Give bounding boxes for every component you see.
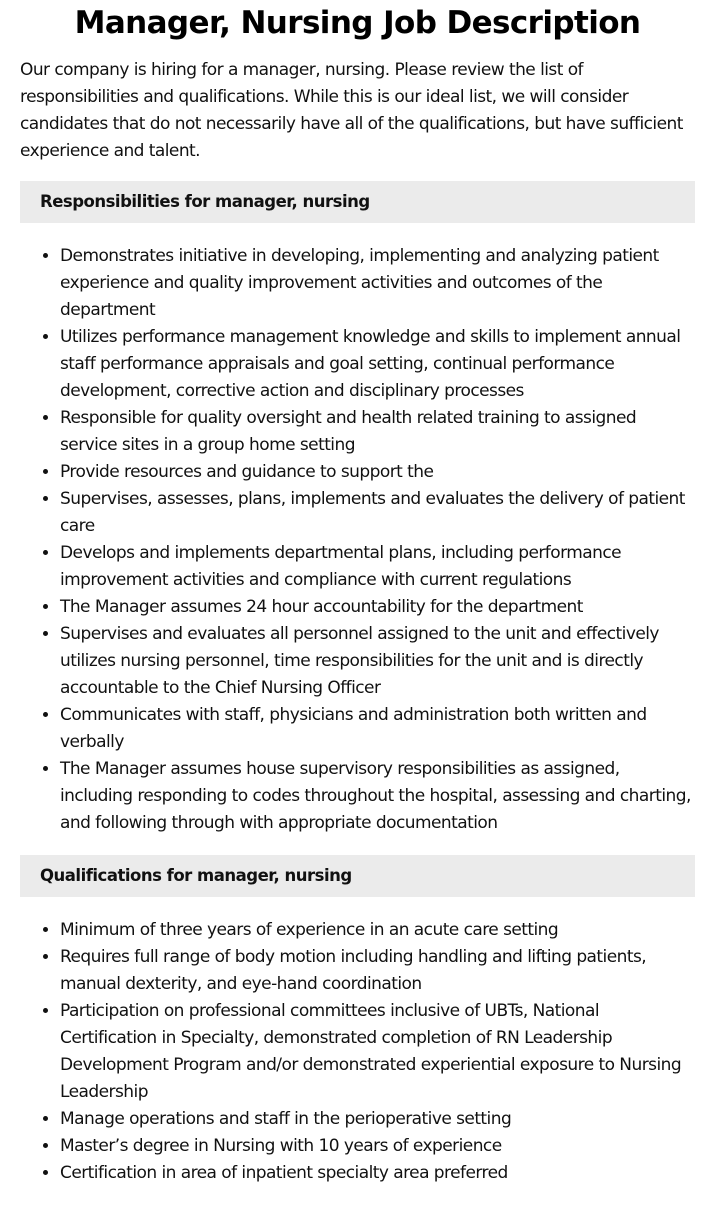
list-item: • Certification in area of inpatient specialty area preferred (60, 1160, 695, 1187)
list-item: • The Manager assumes 24 hour accountability for the department (60, 594, 695, 621)
list-item: • Develops and implements departmental plans, including performance improvement activities and compliance with current regulations (60, 540, 695, 594)
list-item: • Communicates with staff, physicians and administration both written and verbally (60, 702, 695, 756)
list-item: • Responsible for quality oversight and health related training to assigned service sites in a group home setting (60, 405, 695, 459)
list-item: • Supervises, assesses, plans, implements and evaluates the delivery of patient care (60, 486, 695, 540)
list-item: • The Manager assumes house supervisory responsibilities as assigned, including responding to codes throughout the hospital, assessing and charting, and following through with appropriate documentation (60, 756, 695, 837)
page-title: Manager, Nursing Job Description (74, 5, 641, 41)
list-item: • Master’s degree in Nursing with 10 years of experience (60, 1133, 695, 1160)
list-item: • Participation on professional committees inclusive of UBTs, National Certification in Specialty, demonstrated completion of RN Leadership Development Program and/or demonstrated experiential exposure to Nursing Leadership (60, 998, 695, 1106)
qualifications-list (20, 917, 695, 1187)
responsibilities-heading: Responsibilities for manager, nursing (20, 181, 695, 223)
intro-paragraph: Our company is hiring for a manager, nursing. Please review the list of responsibilities and qualifications. While this is our ideal list, we will consider candidates that do not necessarily have all of the qualifications, but have sufficient experience and talent. (20, 60, 683, 161)
list-item: • Supervises and evaluates all personnel assigned to the unit and effectively utilizes nursing personnel, time responsibilities for the unit and is directly accountable to the Chief Nursing Officer (60, 621, 695, 702)
list-item: • Demonstrates initiative in developing, implementing and analyzing patient experience and quality improvement activities and outcomes of the department (60, 243, 695, 324)
list-item: • Utilizes performance management knowledge and skills to implement annual staff performance appraisals and goal setting, continual performance development, corrective action and disciplinary processes (60, 324, 695, 405)
list-item: • Requires full range of body motion including handling and lifting patients, manual dexterity, and eye-hand coordination (60, 944, 695, 998)
responsibilities-list (20, 243, 695, 837)
list-item: • Provide resources and guidance to support the (60, 459, 695, 486)
list-item: • Manage operations and staff in the perioperative setting (60, 1106, 695, 1133)
list-item: • Minimum of three years of experience in an acute care setting (60, 917, 695, 944)
qualifications-heading: Qualifications for manager, nursing (20, 855, 695, 897)
